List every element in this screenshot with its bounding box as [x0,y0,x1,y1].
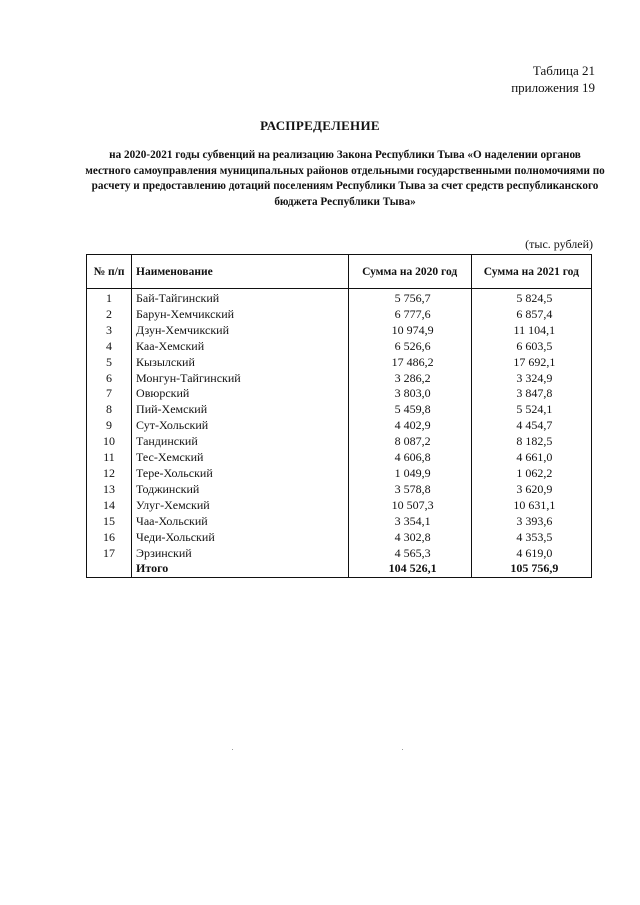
row-number: 1 [87,289,132,307]
table-row [87,402,592,418]
row-number: 5 [87,355,132,371]
units-note: (тыс. рублей) [525,237,593,251]
row-district-name: Тес-Хемский [132,450,349,466]
table-body [87,289,592,578]
row-sum-2020: 8 087,2 [348,434,471,450]
row-sum-2021: 4 454,7 [471,418,591,434]
row-sum-2020: 4 565,3 [348,546,471,562]
total-sum-2020: 104 526,1 [348,561,471,577]
row-district-name: Сут-Хольский [132,418,349,434]
row-sum-2021: 10 631,1 [471,498,591,514]
row-number: 8 [87,402,132,418]
row-sum-2020: 6 526,6 [348,339,471,355]
table-row [87,450,592,466]
table-row [87,498,592,514]
row-sum-2020: 3 803,0 [348,386,471,402]
row-district-name: Чеди-Хольский [132,530,349,546]
row-sum-2021: 6 603,5 [471,339,591,355]
row-number: 16 [87,530,132,546]
row-district-name: Кызылский [132,355,349,371]
table-row [87,355,592,371]
header-number: № п/п [87,255,132,289]
table-row [87,514,592,530]
row-number: 17 [87,546,132,562]
row-district-name: Пий-Хемский [132,402,349,418]
row-number: 15 [87,514,132,530]
total-label: Итого [132,561,349,577]
row-district-name: Каа-Хемский [132,339,349,355]
row-number: 12 [87,466,132,482]
header-sum-2020: Сумма на 2020 год [348,255,471,289]
row-sum-2020: 3 286,2 [348,371,471,387]
table-header-row [87,255,592,289]
row-sum-2021: 1 062,2 [471,466,591,482]
table-row [87,530,592,546]
row-sum-2020: 3 578,8 [348,482,471,498]
row-number: 14 [87,498,132,514]
document-title: РАСПРЕДЕЛЕНИЕ [260,118,380,133]
row-sum-2020: 6 777,6 [348,307,471,323]
row-sum-2021: 3 393,6 [471,514,591,530]
table-row [87,307,592,323]
row-sum-2020: 4 302,8 [348,530,471,546]
header-name: Наименование [132,255,349,289]
row-number: 3 [87,323,132,339]
table-label: Таблица 21 [532,63,595,78]
row-sum-2021: 3 324,9 [471,371,591,387]
row-district-name: Улуг-Хемский [132,498,349,514]
row-sum-2020: 10 974,9 [348,323,471,339]
table-row [87,482,592,498]
row-number: 2 [87,307,132,323]
row-district-name: Тоджинский [132,482,349,498]
table-row [87,289,592,307]
row-sum-2020: 4 606,8 [348,450,471,466]
distribution-table [86,254,592,578]
row-sum-2021: 3 620,9 [471,482,591,498]
row-number: 11 [87,450,132,466]
row-district-name: Барун-Хемчикский [132,307,349,323]
table-row [87,386,592,402]
row-district-name: Эрзинский [132,546,349,562]
table-row [87,323,592,339]
total-sum-2021: 105 756,9 [471,561,591,577]
header-sum-2021: Сумма на 2021 год [471,255,591,289]
row-number: 9 [87,418,132,434]
row-sum-2020: 5 459,8 [348,402,471,418]
document-subtitle: на 2020-2021 годы субвенций на реализацию Закона Республики Тыва «О наделении органов местного самоуправления муниципальных районов отдельными государственными полномочиями по расчету и предоставлению дотаций поселениям Республики Тыва за счет средств республиканского бюджета Республики Тыва» [85,149,605,208]
row-sum-2021: 4 619,0 [471,546,591,562]
row-district-name: Овюрский [132,386,349,402]
row-number: 4 [87,339,132,355]
row-number: 7 [87,386,132,402]
row-sum-2020: 3 354,1 [348,514,471,530]
table-row [87,466,592,482]
row-sum-2021: 5 524,1 [471,402,591,418]
table-row [87,418,592,434]
appendix-label: приложения 19 [511,80,595,95]
row-district-name: Дзун-Хемчикский [132,323,349,339]
row-sum-2021: 17 692,1 [471,355,591,371]
row-sum-2020: 4 402,9 [348,418,471,434]
row-district-name: Монгун-Тайгинский [132,371,349,387]
table-row [87,339,592,355]
row-sum-2021: 4 353,5 [471,530,591,546]
row-sum-2020: 5 756,7 [348,289,471,307]
row-number: 6 [87,371,132,387]
table-row [87,434,592,450]
row-sum-2021: 11 104,1 [471,323,591,339]
row-district-name: Бай-Тайгинский [132,289,349,307]
row-sum-2020: 10 507,3 [348,498,471,514]
scan-speck [232,749,233,750]
row-sum-2020: 1 049,9 [348,466,471,482]
row-sum-2021: 3 847,8 [471,386,591,402]
row-sum-2021: 8 182,5 [471,434,591,450]
table-total-row [87,561,592,577]
table-reference [511,62,595,96]
total-number-cell [87,561,132,577]
row-sum-2021: 5 824,5 [471,289,591,307]
row-sum-2021: 4 661,0 [471,450,591,466]
row-number: 10 [87,434,132,450]
table-row [87,546,592,562]
row-district-name: Чаа-Хольский [132,514,349,530]
row-number: 13 [87,482,132,498]
row-district-name: Тере-Хольский [132,466,349,482]
row-sum-2021: 6 857,4 [471,307,591,323]
row-sum-2020: 17 486,2 [348,355,471,371]
row-district-name: Тандинский [132,434,349,450]
table-row [87,371,592,387]
scan-speck [402,749,403,750]
